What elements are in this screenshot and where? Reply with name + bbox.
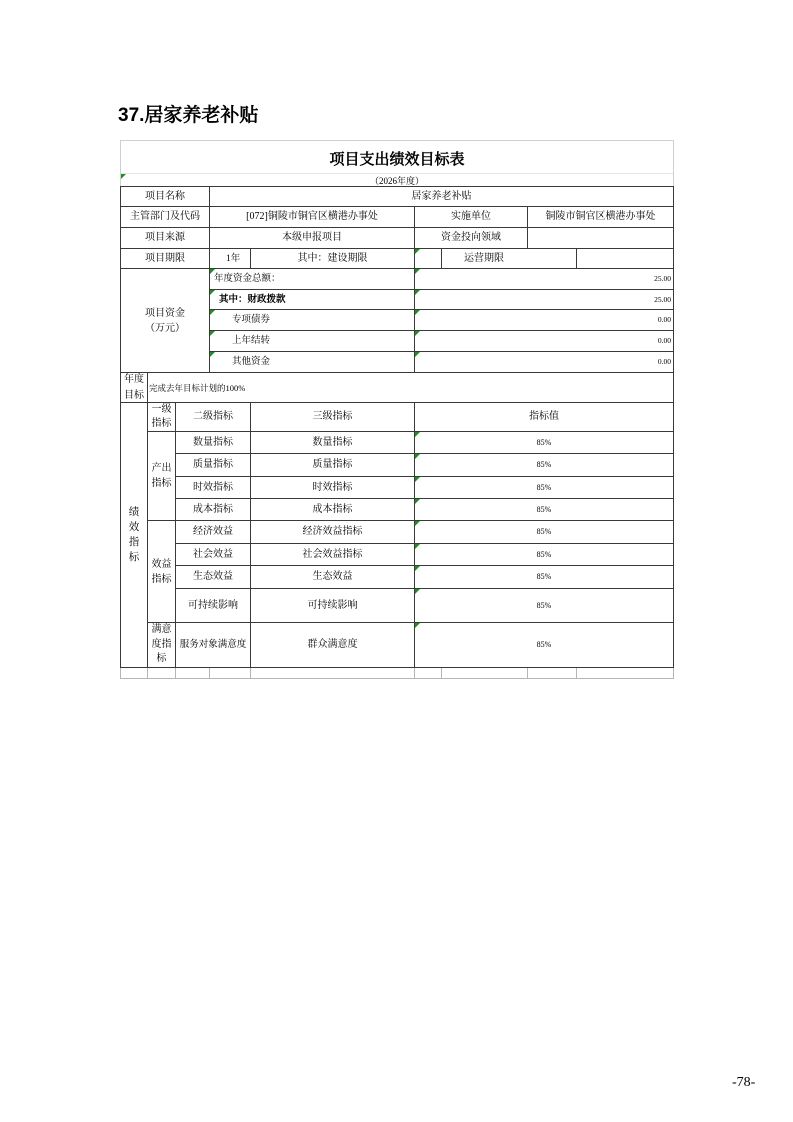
project-source-label: 项目来源	[120, 227, 210, 249]
indicator-value: 85%	[414, 498, 674, 521]
cell-marker-icon	[415, 432, 420, 437]
annual-goal-value: 完成去年目标计划的100%	[147, 372, 674, 403]
cell-marker-icon	[210, 269, 215, 274]
indicator-level3: 成本指标	[250, 498, 415, 521]
indicator-value: 85%	[414, 543, 674, 566]
indicator-level3: 经济效益指标	[250, 520, 415, 544]
indicators-section-label-text: 绩效指标	[128, 507, 140, 563]
cell-marker-icon	[415, 544, 420, 549]
page-number: -78-	[732, 1075, 756, 1090]
cell-marker-icon	[415, 331, 420, 336]
funds-row-value: 25.00	[414, 268, 674, 290]
indicator-header-level2: 二级指标	[175, 402, 251, 432]
cell-marker-icon	[415, 290, 420, 295]
project-source-value: 本级申报项目	[209, 227, 415, 249]
cell-marker-icon	[415, 249, 420, 254]
funds-unit-text: （万元）	[145, 322, 185, 334]
indicator-level2: 质量指标	[175, 453, 251, 477]
funds-row-value: 25.00	[414, 289, 674, 310]
indicator-group-label-text: 效益指标	[151, 558, 172, 585]
cell-marker-icon	[210, 331, 215, 336]
operation-period-value	[576, 248, 674, 269]
indicator-level2: 时效指标	[175, 476, 251, 499]
indicator-level2: 成本指标	[175, 498, 251, 521]
indicator-value: 85%	[414, 622, 674, 668]
indicator-level3: 生态效益	[250, 565, 415, 589]
cell-marker-icon	[415, 269, 420, 274]
indicator-level2: 生态效益	[175, 565, 251, 589]
funds-row-label: 专项债券	[209, 309, 415, 331]
indicator-header-level1-text: 一级指标	[151, 404, 172, 429]
indicator-value: 85%	[414, 476, 674, 499]
investment-area-value	[527, 227, 674, 249]
empty-cell	[175, 668, 210, 679]
indicator-level2: 经济效益	[175, 520, 251, 544]
implementing-unit-label: 实施单位	[414, 206, 528, 228]
empty-cell	[209, 668, 251, 679]
indicator-level3: 数量指标	[250, 431, 415, 454]
funds-row-label: 其中：财政拨款	[209, 289, 415, 310]
project-period-label: 项目期限	[120, 248, 210, 269]
empty-cell	[576, 668, 674, 679]
indicators-section-label	[120, 402, 148, 668]
project-period-value: 1年	[209, 248, 251, 269]
indicator-group-label	[147, 431, 176, 521]
indicator-value: 85%	[414, 588, 674, 623]
indicator-group-label	[147, 520, 176, 623]
indicator-value: 85%	[414, 453, 674, 477]
project-name-value: 居家养老补贴	[209, 186, 674, 207]
cell-marker-icon	[210, 352, 215, 357]
annual-goal-label-text: 年度目标	[124, 373, 144, 401]
indicator-value: 85%	[414, 431, 674, 454]
indicator-header-value: 指标值	[414, 402, 674, 432]
indicator-level3: 质量指标	[250, 453, 415, 477]
funds-label-text: 项目资金	[145, 307, 185, 319]
indicator-level2: 可持续影响	[175, 588, 251, 623]
indicator-level3: 群众满意度	[250, 622, 415, 668]
operation-period-label: 运营期限	[441, 248, 577, 269]
cell-marker-icon	[415, 454, 420, 459]
indicator-group-label-text: 满意度指标	[151, 624, 172, 665]
construction-period-label: 其中：建设期限	[250, 248, 415, 269]
investment-area-label: 资金投向领域	[414, 227, 528, 249]
cell-marker-icon	[415, 566, 420, 571]
indicator-level3: 可持续影响	[250, 588, 415, 623]
table-title: 项目支出绩效目标表	[329, 151, 465, 168]
cell-marker-icon	[210, 310, 215, 315]
empty-cell	[147, 668, 176, 679]
funds-row-value: 0.00	[414, 309, 674, 331]
indicator-level3: 社会效益指标	[250, 543, 415, 566]
indicator-level2: 服务对象满意度	[175, 622, 251, 668]
department-label: 主管部门及代码	[120, 206, 210, 228]
cell-marker-icon	[415, 310, 420, 315]
empty-cell	[441, 668, 528, 679]
empty-cell	[120, 668, 148, 679]
indicator-group-label-text: 产出指标	[151, 463, 172, 489]
empty-cell	[527, 668, 577, 679]
cell-marker-icon	[415, 623, 420, 628]
funds-label	[120, 268, 210, 373]
cell-marker-icon	[415, 589, 420, 594]
funds-row-value: 0.00	[414, 351, 674, 373]
funds-row-label: 年度资金总额：	[209, 268, 415, 290]
annual-goal-label	[120, 372, 148, 403]
empty-cell	[250, 668, 415, 679]
indicator-level2: 社会效益	[175, 543, 251, 566]
cell-marker-icon	[210, 290, 215, 295]
cell-marker-icon	[415, 521, 420, 526]
indicator-value: 85%	[414, 565, 674, 589]
cell-marker-icon	[415, 499, 420, 504]
project-name-label: 项目名称	[120, 186, 210, 207]
funds-row-label: 上年结转	[209, 330, 415, 352]
indicator-value: 85%	[414, 520, 674, 544]
indicator-header-level3: 三级指标	[250, 402, 415, 432]
cell-marker-icon	[415, 477, 420, 482]
indicator-header-level1	[147, 402, 176, 432]
table-subtitle: （2026年度）	[121, 173, 673, 187]
indicator-group-label	[147, 622, 176, 668]
department-value: [072]铜陵市铜官区横港办事处	[209, 206, 415, 228]
indicator-level2: 数量指标	[175, 431, 251, 454]
funds-row-label: 其他资金	[209, 351, 415, 373]
funds-row-value: 0.00	[414, 330, 674, 352]
cell-marker-icon	[121, 174, 126, 179]
implementing-unit-value: 铜陵市铜官区横港办事处	[527, 206, 674, 228]
indicator-level3: 时效指标	[250, 476, 415, 499]
empty-cell	[414, 668, 442, 679]
section-heading: 37.居家养老补贴	[118, 105, 259, 126]
cell-marker-icon	[415, 352, 420, 357]
